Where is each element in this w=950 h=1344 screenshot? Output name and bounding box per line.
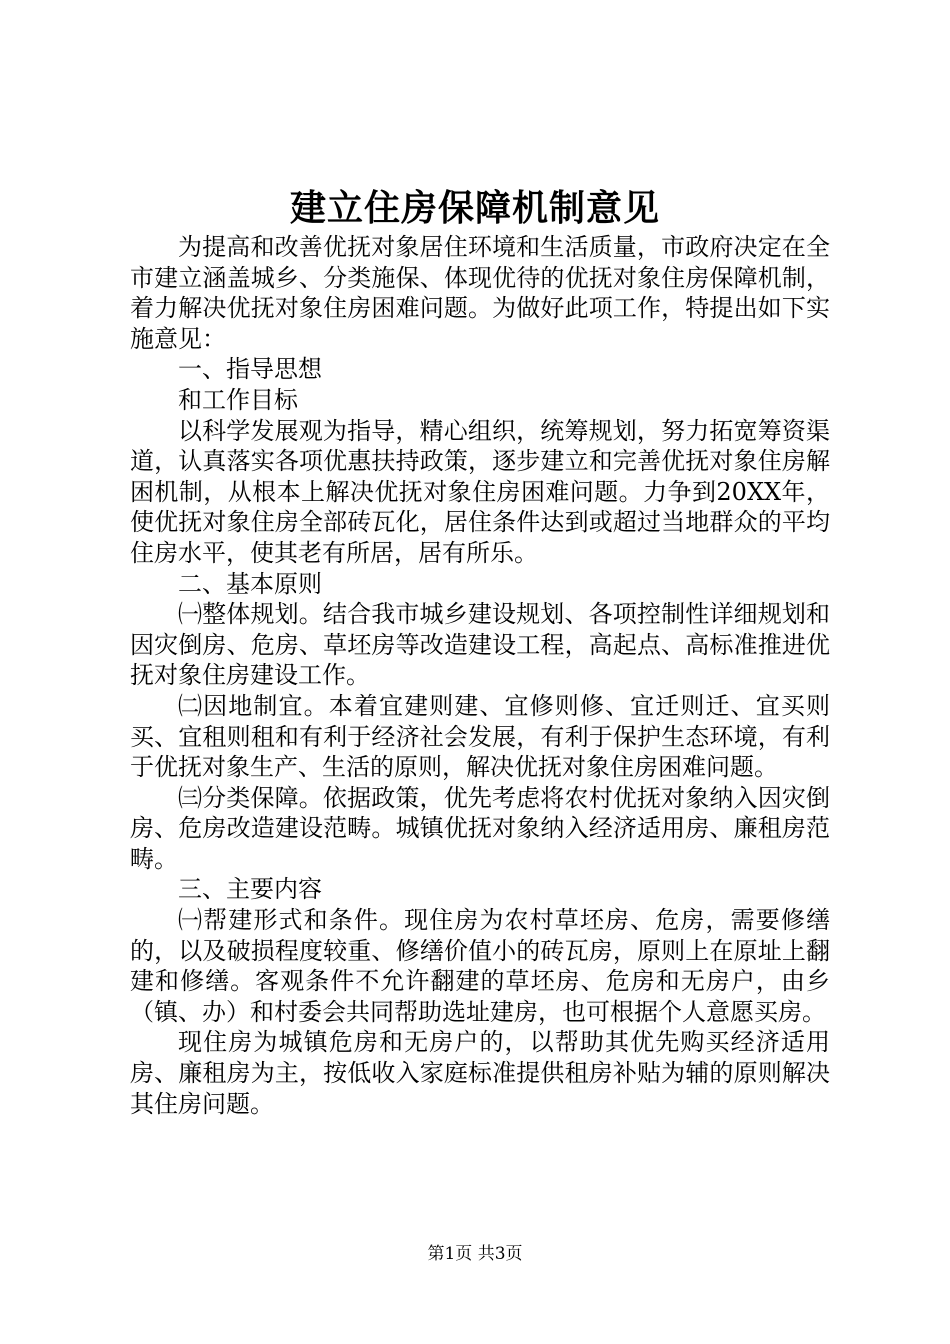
document-body [130,232,830,1119]
paragraph-content-1: ㈠帮建形式和条件。现住房为农村草坯房、危房，需要修缮的，以及破损程度较重、修缮价值小的砖瓦房，原则上在原址上翻建和修缮。客观条件不允许翻建的草坯房、危房和无房户，由乡（镇、办）和村委会共同帮助选址建房，也可根据个人意愿买房。 [130,906,830,1026]
document-title: 建立住房保障机制意见 [289,187,660,229]
paragraph-principle-2: ㈡因地制宜。本着宜建则建、宜修则修、宜迁则迁、宜买则买、宜租则租和有利于经济社会发展，有利于保护生态环境，有利于优抚对象生产、生活的原则，解决优抚对象住房困难问题。 [130,691,830,782]
section-heading-1-continued: 和工作目标 [178,385,298,414]
paragraph-content-2: 现住房为城镇危房和无房户的，以帮助其优先购买经济适用房、廉租房为主，按低收入家庭标准提供租房补贴为辅的原则解决其住房问题。 [130,1028,830,1118]
paragraph-principle-1: ㈠整体规划。结合我市城乡建设规划、各项控制性详细规划和因灾倒房、危房、草坯房等改造建设工程，高起点、高标准推进优抚对象住房建设工作。 [130,600,830,690]
page-footer: 第1页 共3页 [427,1244,523,1264]
paragraph-intro: 为提高和改善优抚对象居住环境和生活质量，市政府决定在全市建立涵盖城乡、分类施保、体现优待的优抚对象住房保障机制，着力解决优抚对象住房困难问题。为做好此项工作，特提出如下实施意见： [130,233,830,353]
paragraph-guiding-principle: 以科学发展观为指导，精心组织，统筹规划，努力拓宽筹资渠道，认真落实各项优惠扶持政策，逐步建立和完善优抚对象住房解困机制，从根本上解决优抚对象住房困难问题。力争到20XX年，使优抚对象住房全部砖瓦化，居住条件达到或超过当地群众的平均住房水平，使其老有所居，居有所乐。 [130,416,830,567]
paragraph-principle-3: ㈢分类保障。依据政策，优先考虑将农村优抚对象纳入因灾倒房、危房改造建设范畴。城镇优抚对象纳入经济适用房、廉租房范畴。 [130,783,830,873]
section-heading-2: 二、基本原则 [178,569,322,598]
section-heading-1: 一、指导思想 [178,355,322,384]
section-heading-3: 三、主要内容 [178,875,322,904]
